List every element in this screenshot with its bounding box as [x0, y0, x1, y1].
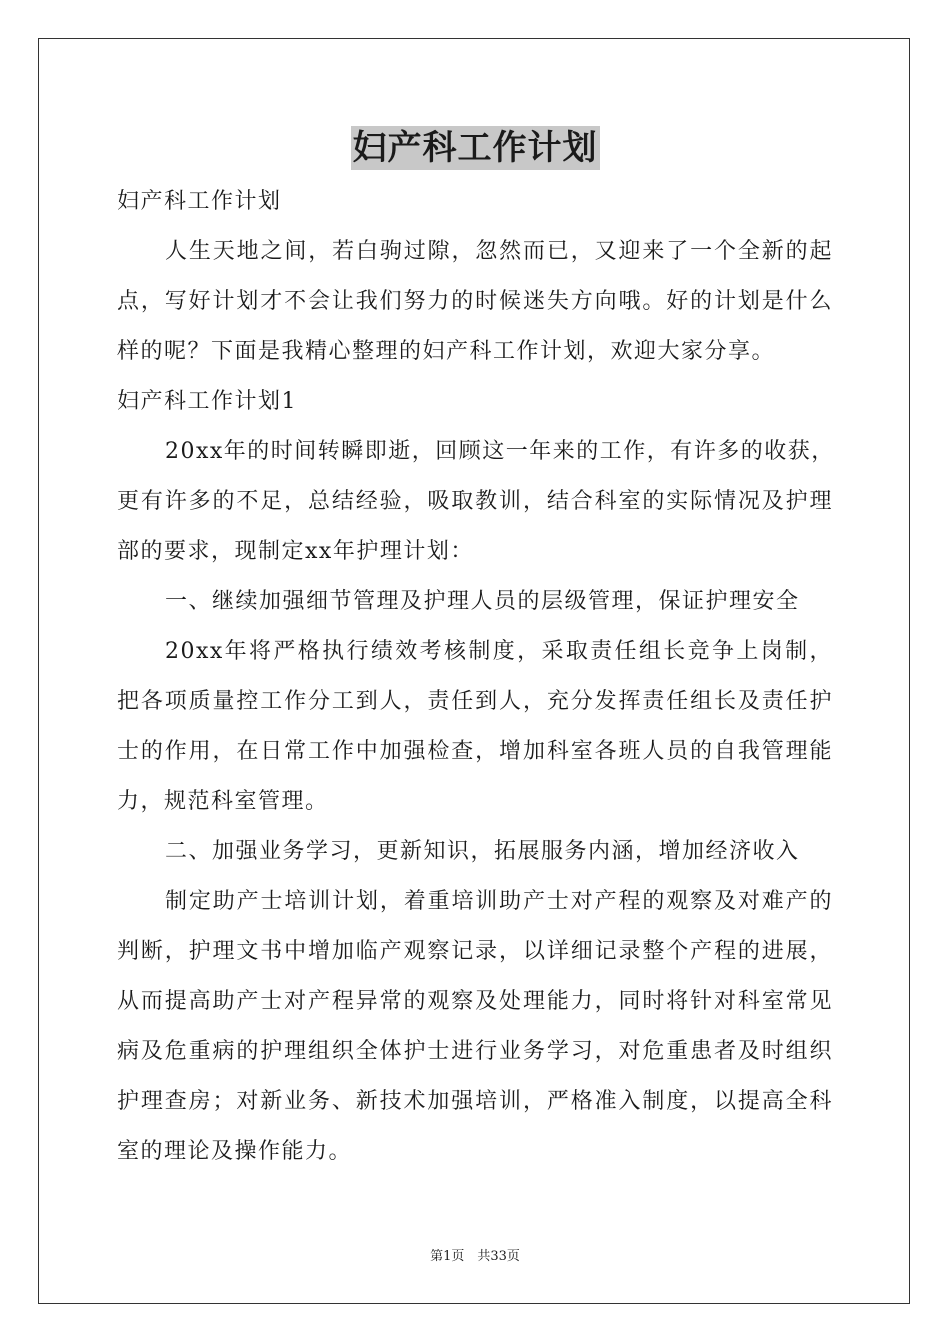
text-line: 把各项质量控工作分工到人，责任到人，充分发挥责任组长及责任护	[117, 689, 833, 714]
text-line: 士的作用，在日常工作中加强检查，增加科室各班人员的自我管理能	[117, 739, 833, 764]
text-line: 从而提高助产士对产程异常的观察及处理能力，同时将针对科室常见	[117, 989, 833, 1014]
text-line: 护理查房；对新业务、新技术加强培训，严格准入制度，以提高全科	[117, 1089, 833, 1114]
text-line: 判断，护理文书中增加临产观察记录，以详细记录整个产程的进展，	[117, 939, 833, 964]
text-line: 妇产科工作计划	[117, 189, 282, 214]
text-line: 室的理论及操作能力。	[117, 1139, 353, 1164]
text-line: 人生天地之间，若白驹过隙，忽然而已，又迎来了一个全新的起	[165, 239, 833, 264]
text-line: 更有许多的不足，总结经验，吸取教训，结合科室的实际情况及护理	[117, 489, 833, 514]
text-line: 力，规范科室管理。	[117, 789, 329, 814]
text-line: 样的呢？下面是我精心整理的妇产科工作计划，欢迎大家分享。	[117, 339, 776, 364]
page-footer: 第1页 共33页	[430, 1249, 520, 1264]
document-title: 妇产科工作计划	[352, 128, 598, 168]
text-line: 病及危重病的护理组织全体护士进行业务学习，对危重患者及时组织	[117, 1039, 833, 1064]
text-line: 制定助产士培训计划，着重培训助产士对产程的观察及对难产的	[165, 889, 833, 914]
text-line: 点，写好计划才不会让我们努力的时候迷失方向哦。好的计划是什么	[117, 289, 833, 314]
text-line: 二、加强业务学习，更新知识，拓展服务内涵，增加经济收入	[165, 839, 800, 864]
text-line: 一、继续加强细节管理及护理人员的层级管理，保证护理安全	[165, 589, 800, 614]
text-line: 妇产科工作计划1	[117, 389, 297, 414]
text-line: 20xx年将严格执行绩效考核制度，采取责任组长竞争上岗制，	[165, 639, 833, 664]
title-container	[0, 126, 950, 170]
document-body	[117, 177, 833, 1177]
text-line: 20xx年的时间转瞬即逝，回顾这一年来的工作，有许多的收获，	[165, 439, 835, 464]
text-line: 部的要求，现制定xx年护理计划：	[117, 539, 474, 564]
